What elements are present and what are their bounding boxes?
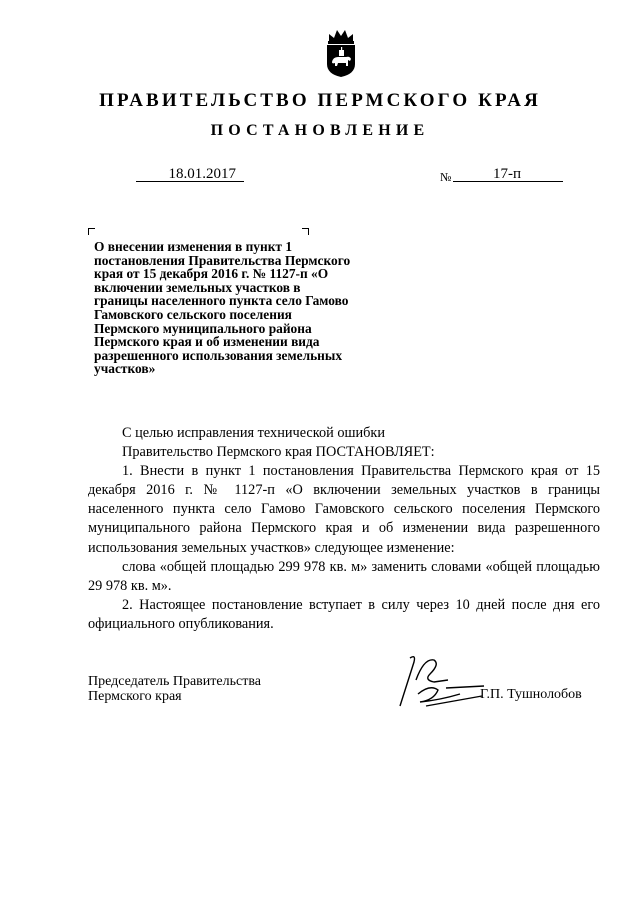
document-date: 18.01.2017 (136, 166, 244, 182)
body-paragraph-5: 2. Настоящее постановление вступает в силу через 10 дней после дня его официального опубликования. (88, 596, 600, 632)
signatory-position-line-2: Пермского края (88, 689, 182, 704)
document-number: 17-п (453, 166, 563, 182)
body-paragraph-2: Правительство Пермского края ПОСТАНОВЛЯЕТ: (122, 444, 435, 461)
body-paragraph-4: слова «общей площадью 299 978 кв. м» заменить словами «общей площадью 29 978 кв. м». (88, 558, 600, 594)
subject-bracket-right (302, 228, 309, 235)
signatory-position-line-1: Председатель Правительства (88, 674, 261, 689)
document-body (88, 424, 600, 634)
body-paragraph-1: С целью исправления технической ошибки (122, 425, 386, 441)
handwritten-signature-icon (390, 650, 486, 712)
body-paragraph-3: 1. Внести в пункт 1 постановления Правительства Пермского края от 15 декабря 2016 г. № 1127-п «О включении земельных участков в границы населенного пункта село Гамово Гамовского сельского поселения Пермского муниципального района Пермского края и об изменении вида разрешенного использования земельных участков» следующее изменение: (88, 463, 600, 556)
document-subject: О внесении изменения в пункт 1 постановления Правительства Пермского края от 15 декабря 2016 г. № 1127-п «О включении земельных участков в границы населенного пункта село Гамово Гамовского сельского поселения Пермского муниципального района Пермского края и об изменении вида разрешенного использования земельных участков» (94, 239, 351, 377)
signatory-name: Г.П. Тушнолобов (480, 687, 582, 702)
subject-bracket-left (88, 228, 95, 235)
document-kind-title: ПОСТАНОВЛЕНИЕ (210, 122, 430, 139)
perm-krai-coat-of-arms-icon (324, 28, 358, 78)
number-sign: № (440, 170, 452, 184)
signatory-position (88, 674, 261, 704)
organization-title: ПРАВИТЕЛЬСТВО ПЕРМСКОГО КРАЯ (99, 90, 541, 111)
